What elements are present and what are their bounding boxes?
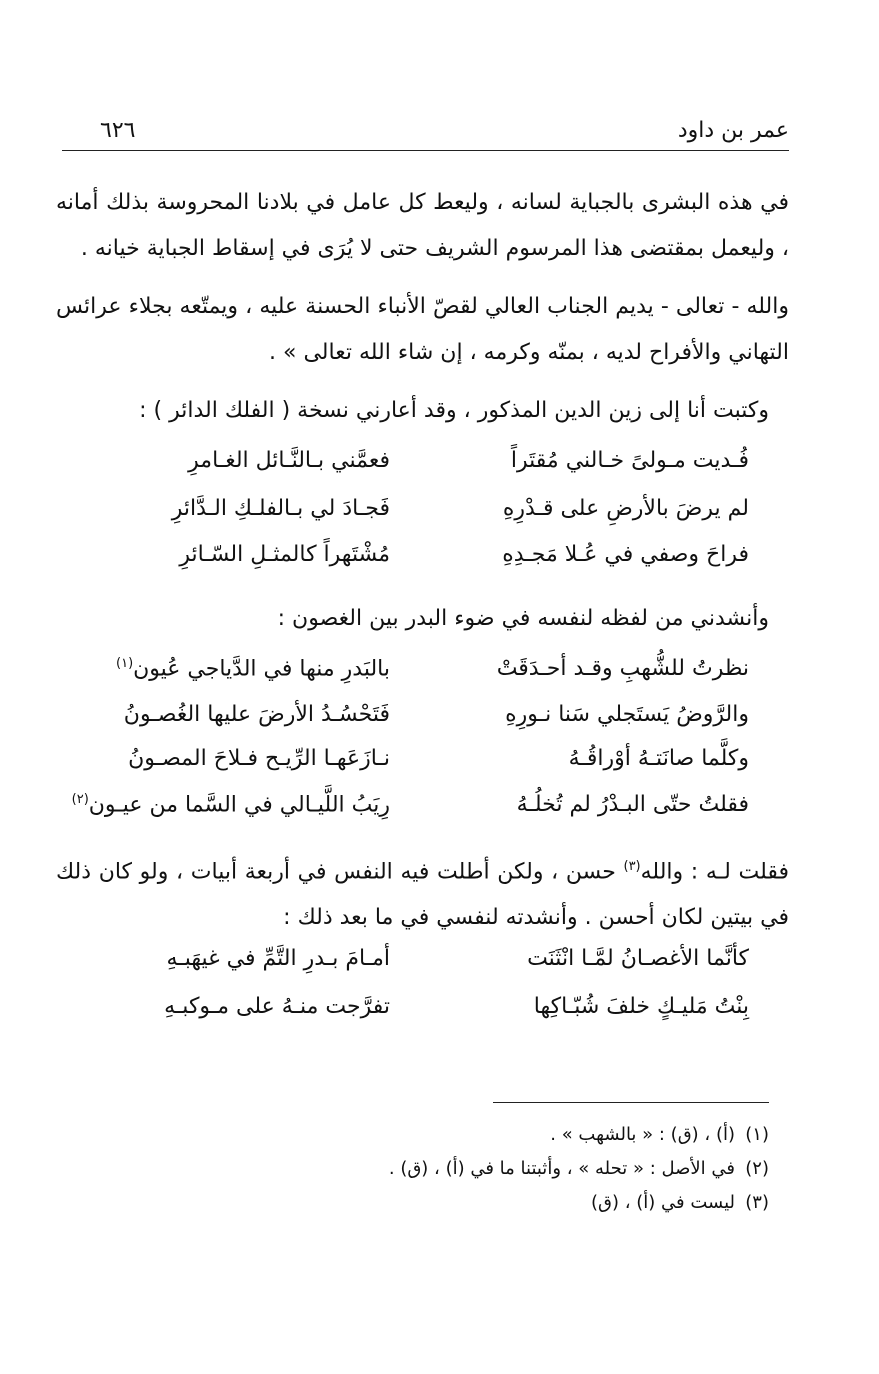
- verse-hemistich-left: أمـامَ بـدرِ التَّمِّ في غيهَبـهِ: [166, 946, 390, 971]
- verse-hemistich-right: كأنَّما الأغصـانُ لمَّـا انْثَنَت: [527, 946, 749, 971]
- footnote-number: (١): [745, 1124, 769, 1145]
- verse-hemistich-left: نـازَعَهـا الرِّيـح فـلاحَ المصـونُ: [128, 746, 390, 771]
- verse-hemistich-right: لم يرضَ بالأرضِ على قـدْرِهِ: [502, 496, 749, 521]
- footnote-ref: (٣): [623, 859, 641, 874]
- verse-text: رِيَبُ اللَّيـالي في السَّما من عيـون: [88, 792, 390, 818]
- verse-line: [70, 994, 749, 1044]
- verse-line: [70, 746, 749, 796]
- paragraph-4: وأنشدني من لفظه لنفسه في ضوء البدر بين الغصون :: [277, 606, 769, 631]
- verse-hemistich-right: فقلتُ حتّى البـدْرُ لم تُخلُـهُ: [516, 792, 749, 817]
- footnote-ref: (٢): [71, 792, 89, 807]
- verse-hemistich-right: والرَّوضُ يَستَجلي سَنا نـورِهِ: [505, 702, 749, 727]
- verse-line: [70, 702, 749, 752]
- verse-hemistich-right: نظرتُ للشُّهبِ وقـد أحـدَقَتْ: [496, 656, 749, 681]
- footnote-rule: [493, 1102, 769, 1103]
- paragraph-5: [56, 844, 789, 941]
- verse-hemistich-left: [70, 656, 390, 681]
- page-header: [62, 118, 789, 154]
- paragraph-3: وكتبت أنا إلى زين الدين المذكور ، وقد أعارني نسخة ( الفلك الدائر ) :: [139, 398, 769, 423]
- verse-hemistich-right: فُـديت مـولىً خـالني مُقتَراً: [510, 448, 749, 473]
- paragraph-1: في هذه البشرى بالجباية لسانه ، وليعط كل عامل في بلادنا المحروسة بذلك أمانه ، وليعمل بمقتضى هذا المرسوم الشريف حتى لا يُرَى في إسقاط الجباية خيانه .: [56, 190, 789, 261]
- verse-hemistich-left: تفرَّجت منـهُ على مـوكبـهِ: [164, 994, 390, 1019]
- footnote: [140, 1124, 769, 1145]
- verse-hemistich-left: مُشْتَهراً كالمثـلِ السّـائرِ: [179, 542, 390, 567]
- paragraph-text: حسن ، ولكن أطلت فيه النفس في أربعة أبيات ، ولو كان ذلك في بيتين لكان أحسن . وأنشدته لنفسي في ما بعد ذلك :: [56, 859, 789, 931]
- verse-line: [70, 656, 749, 706]
- verse-text: بالبَدرِ منها في الدَّياجي عُيون: [133, 656, 390, 682]
- verse-hemistich-right: وكلَّما صانَتـهُ أوْراقُـهُ: [568, 746, 749, 771]
- page-number: ٦٢٦: [100, 118, 136, 143]
- verse-line: [70, 792, 749, 842]
- verse-line: [70, 448, 749, 498]
- verse-hemistich-left: فَجـادَ لي بـالفلـكِ الـدَّائرِ: [171, 496, 390, 521]
- running-head: عمر بن داود: [677, 118, 789, 143]
- verse-hemistich-left: فَتَحْسُـدُ الأرضَ عليها الغُصـونُ: [123, 702, 390, 727]
- verse-hemistich-left: فعمَّني بـالنَّـائل الغـامرِ: [188, 448, 390, 473]
- verse-line: [70, 946, 749, 996]
- verse-hemistich-right: بِنْتُ مَليـكٍ خلفَ شُبّـاكِها: [533, 994, 749, 1019]
- footnote-number: (٣): [745, 1192, 769, 1213]
- footnote-text: ليست في (أ) ، (ق): [590, 1192, 735, 1213]
- footnote-ref: (١): [116, 656, 134, 671]
- header-rule: [62, 150, 789, 151]
- footnote-number: (٢): [745, 1158, 769, 1179]
- footnote: [140, 1158, 769, 1179]
- footnote-text: في الأصل : « تحله » ، وأثبتنا ما في (أ) ، (ق) .: [388, 1158, 735, 1179]
- footnote: [140, 1192, 769, 1213]
- verse-hemistich-left: [70, 792, 390, 817]
- verse-hemistich-right: فراحَ وصفي في عُـلا مَجـدِهِ: [502, 542, 749, 567]
- footnote-text: (أ) ، (ق) : « بالشهب » .: [550, 1124, 735, 1145]
- paragraph-text: فقلت لـه : والله: [640, 859, 789, 885]
- paragraph-2: والله - تعالى - يديم الجناب العالي لقصّ الأنباء الحسنة عليه ، ويمتّعه بجلاء عرائس التهاني والأفراح لديه ، بمنّه وكرمه ، إن شاء الله تعالى » .: [56, 294, 789, 365]
- verse-line: [70, 496, 749, 546]
- verse-line: [70, 542, 749, 592]
